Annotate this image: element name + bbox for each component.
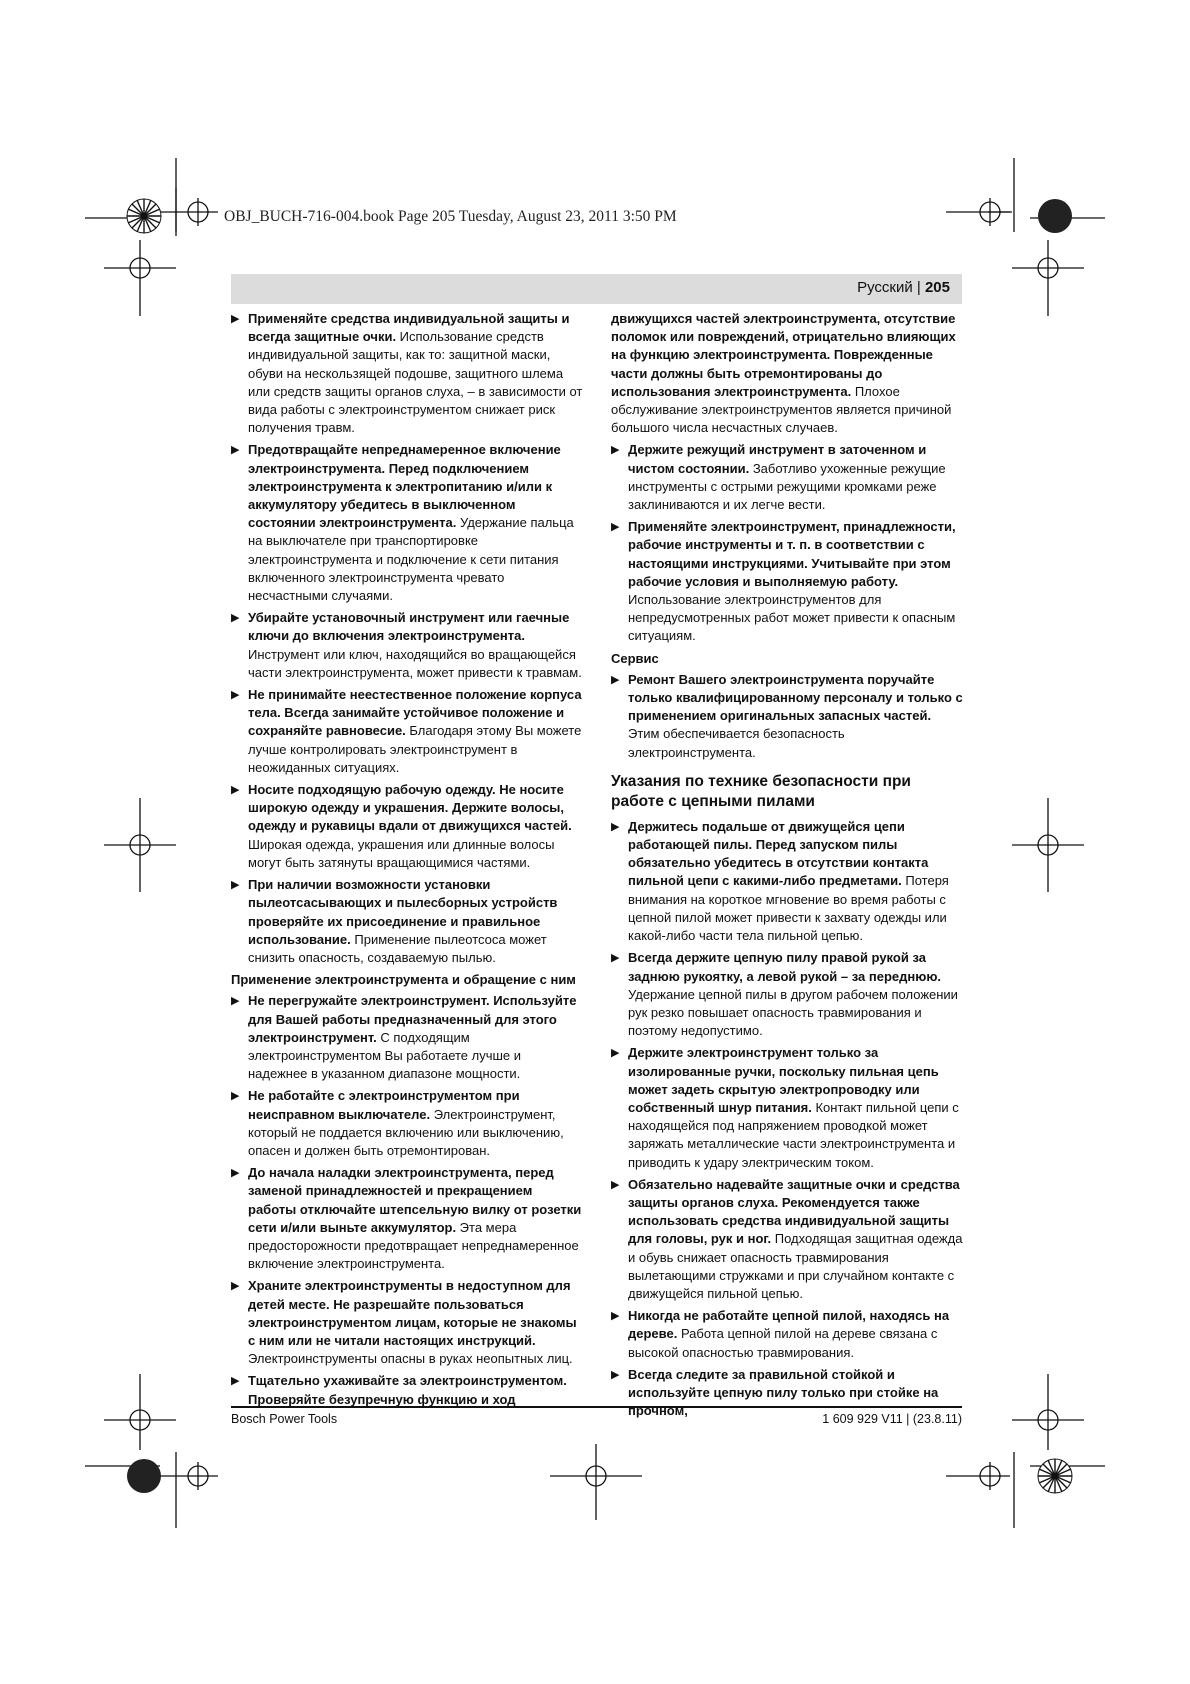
- continuation-bold: движущихся частей электроинструмента, отсутствие поломок или повреждений, отрицательно влияющих на функцию электроинструмента. Поврежденные части должны быть отремонтированы до использования электроинструмента.: [611, 311, 956, 399]
- item-bold-text: До начала наладки электроинструмента, перед заменой принадлежностей и прекращением работы отключайте штепсельную вилку от розетки сети и/или выньте аккумулятор.: [248, 1165, 582, 1235]
- bullet-icon: ▶: [231, 784, 240, 797]
- item-bold-text: Держите режущий инструмент в заточенном и чистом состоянии.: [628, 442, 927, 476]
- list-item: [231, 1164, 583, 1273]
- header-text: [857, 279, 950, 296]
- list-item: [231, 441, 583, 605]
- print-slug: OBJ_BUCH-716-004.book Page 205 Tuesday, August 23, 2011 3:50 PM: [224, 208, 677, 225]
- item-text: Заботливо ухоженные режущие инструменты с острыми режущими кромками реже заклиниваются и их легче вести.: [628, 460, 946, 513]
- item-text: С подходящим электроинструментом Вы работаете лучше и надежнее в указанном диапазоне мощности.: [248, 1029, 522, 1082]
- item-text: Удержание пальца на выключателе при транспортировке электроинструмента и подключение к сети питания включенного электроинструмента чревато несчастными случаями.: [248, 515, 574, 604]
- bullet-icon: ▶: [231, 879, 240, 892]
- bullet-icon: ▶: [231, 995, 240, 1008]
- item-text: Широкая одежда, украшения или длинные волосы могут быть затянуты вращающимися частями.: [248, 836, 555, 870]
- item-bold-text: Применяйте средства индивидуальной защиты и всегда защитные очки.: [248, 311, 570, 345]
- item-bold-text: Не принимайте неестественное положение корпуса тела. Всегда занимайте устойчивое положение и сохраняйте равновесие.: [248, 687, 582, 739]
- item-text: Применение пылеотсоса может снизить опасность, создаваемую пылью.: [248, 931, 547, 965]
- left-items-before: [231, 310, 583, 967]
- bullet-icon: ▶: [231, 612, 240, 625]
- item-text: Электроинструмент, который не поддается включению или выключению, опасен и должен быть отремонтирован.: [248, 1106, 564, 1158]
- item-bold-text: Носите подходящую рабочую одежду. Не носите широкую одежду и украшения. Держите волосы, одежду и рукавицы вдали от движущихся частей.: [248, 782, 572, 834]
- list-item: [231, 609, 583, 682]
- bullet-icon: ▶: [231, 1280, 240, 1293]
- item-bold-text: Тщательно ухаживайте за электроинструментом. Проверяйте безупречную функцию и ход: [248, 1373, 567, 1407]
- header-separator: |: [912, 279, 925, 296]
- bullet-icon: ▶: [231, 1375, 240, 1388]
- section-heading-chainsaw: Указания по технике безопасности при работе с цепными пилами: [611, 772, 911, 810]
- footer-brand: Bosch Power Tools: [231, 1412, 338, 1426]
- item-text: Использование средств индивидуальной защиты, как то: защитной маски, обуви на нескользящей подошве, защитного шлема или средств защиты органов слуха, – в зависимости от вида работы с электроинструментом снижает риск получения травм.: [248, 329, 583, 436]
- left-column: [231, 310, 583, 1413]
- continuation-paragraph: [611, 310, 963, 437]
- list-item: [231, 310, 583, 437]
- subheading-tool-use: Применение электроинструмента и обращение с ним: [231, 972, 576, 988]
- list-item: [611, 1176, 963, 1303]
- bullet-icon: ▶: [611, 820, 620, 833]
- item-bold-text: Храните электроинструменты в недоступном для детей месте. Не разрешайте пользоваться электроинструментом лицам, которые не знакомы с ним или не читали настоящих инструкций.: [248, 1278, 577, 1348]
- bullet-icon: ▶: [231, 689, 240, 702]
- list-item: [231, 1277, 583, 1368]
- subheading-service: Сервис: [611, 650, 659, 666]
- item-bold-text: Не работайте с электроинструментом при неисправном выключателе.: [248, 1088, 520, 1122]
- bullet-icon: ▶: [611, 1368, 620, 1381]
- item-bold-text: Всегда следите за правильной стойкой и используйте цепную пилу только при стойке на прочном,: [628, 1366, 939, 1419]
- item-text: Благодаря этому Вы можете лучше контролировать электроинструмент в неожиданных ситуациях.: [248, 723, 582, 775]
- item-bold-text: Убирайте установочный инструмент или гаечные ключи до включения электроинструмента.: [248, 610, 570, 644]
- list-item: [611, 949, 963, 1040]
- item-text: Использование электроинструментов для непредусмотренных работ может привести к опасным ситуациям.: [628, 592, 956, 644]
- item-bold-text: Держитесь подальше от движущейся цепи работающей пилы. Перед запуском пилы обязательно убедитесь в отсутствии контакта пильной цепи с какими-либо предметами.: [628, 818, 929, 889]
- item-bold-text: Обязательно надевайте защитные очки и средства защиты органов слуха. Рекомендуется также использовать средства индивидуальной защиты для головы, рук и ног.: [628, 1176, 960, 1247]
- bullet-icon: ▶: [611, 444, 620, 457]
- footer-rule: [231, 1406, 962, 1408]
- bullet-icon: ▶: [231, 444, 240, 457]
- item-text: Подходящая защитная одежда и обувь снижает опасность травмирования вылетающими стружками и при случайном контакте с движущейся пильной цепью.: [628, 1231, 963, 1301]
- list-item: [611, 1307, 963, 1362]
- bullet-icon: ▶: [611, 521, 620, 534]
- list-item: [231, 1372, 583, 1408]
- right-items-before: [611, 441, 963, 645]
- item-text: Эта мера предосторожности предотвращает непреднамеренное включение электроинструмента.: [248, 1219, 579, 1272]
- service-items: [611, 671, 963, 762]
- item-text: Контакт пильной цепи с находящейся под напряжением проводкой может заряжать металлические части электроинструмента и приводить к удару электрическим током.: [628, 1099, 959, 1170]
- footer-docnumber: 1 609 929 V11 | (23.8.11): [822, 1412, 962, 1426]
- bullet-icon: ▶: [611, 952, 620, 965]
- list-item: [231, 1087, 583, 1160]
- item-bold-text: Никогда не работайте цепной пилой, находясь на дереве.: [628, 1308, 950, 1342]
- item-bold-text: Применяйте электроинструмент, принадлежности, рабочие инструменты и т. п. в соответствии с настоящими инструкциями. Учитывайте при этом рабочие условия и выполняемую работу.: [628, 519, 956, 589]
- list-item: [231, 992, 583, 1083]
- list-item: [231, 781, 583, 872]
- list-item: [611, 818, 963, 945]
- page-number: 205: [924, 279, 950, 296]
- crosshair-top-left: [152, 188, 218, 236]
- bullet-icon: ▶: [231, 313, 240, 325]
- list-item: [611, 441, 963, 514]
- item-text: Удержание цепной пилы в другом рабочем положении рук резко повышает опасность травмирования и поэтому недопустимо.: [628, 986, 958, 1039]
- list-item: [231, 686, 583, 777]
- continuation-text: Плохое обслуживание электроинструментов является причиной большого числа несчастных случаев.: [611, 383, 952, 436]
- item-text: Инструмент или ключ, находящийся во вращающейся части электроинструмента, может привести к травмам.: [248, 646, 582, 680]
- item-text: Потеря внимания на короткое мгновение во время работы с цепной пилой может привести к захвату одежды или какой-либо части тела пильной цепью.: [628, 873, 949, 944]
- item-bold-text: Предотвращайте непреднамеренное включение электроинструмента. Перед подключением электроинструмента к электропитанию и/или к аккумулятору убедитесь в выключенном состоянии электроинструмента.: [248, 442, 561, 531]
- item-text: Электроинструменты опасны в руках неопытных лиц.: [248, 1351, 573, 1367]
- list-item: [611, 1044, 963, 1171]
- item-bold-text: При наличии возможности установки пылеотсасывающих и пылесборных устройств проверяйте их присоединение и правильное использование.: [248, 877, 558, 947]
- list-item: [231, 876, 583, 967]
- right-column: [611, 310, 963, 1424]
- bullet-icon: ▶: [231, 1167, 240, 1180]
- list-item: [611, 518, 963, 645]
- bullet-icon: ▶: [611, 673, 620, 686]
- bullet-icon: ▶: [231, 1090, 240, 1103]
- item-bold-text: Не перегружайте электроинструмент. Используйте для Вашей работы предназначенный для этого электроинструмент.: [248, 993, 577, 1045]
- item-text: Работа цепной пилой на дереве связана с высокой опасностью травмирования.: [628, 1326, 938, 1360]
- bullet-icon: ▶: [611, 1310, 620, 1323]
- bullet-icon: ▶: [611, 1047, 620, 1060]
- starburst-bottom-right: [1038, 1459, 1072, 1493]
- list-item: [611, 671, 963, 762]
- item-text: Этим обеспечивается безопасность электроинструмента.: [628, 726, 845, 760]
- chainsaw-items: [611, 818, 963, 1421]
- header-language: Русский: [857, 279, 913, 296]
- item-bold-text: Всегда держите цепную пилу правой рукой за заднюю рукоятку, а левой рукой – за переднюю.: [628, 950, 942, 984]
- item-bold-text: Держите электроинструмент только за изолированные ручки, поскольку пильная цепь может задеть скрытую электропроводку или собственный шнур питания.: [628, 1045, 939, 1115]
- bullet-icon: ▶: [611, 1178, 620, 1191]
- starburst-top-left: [127, 199, 161, 233]
- page-header: [231, 274, 962, 304]
- item-bold-text: Ремонт Вашего электроинструмента поручайте только квалифицированному персоналу и только с применением оригинальных запасных частей.: [628, 671, 963, 724]
- left-items-after: [231, 992, 583, 1408]
